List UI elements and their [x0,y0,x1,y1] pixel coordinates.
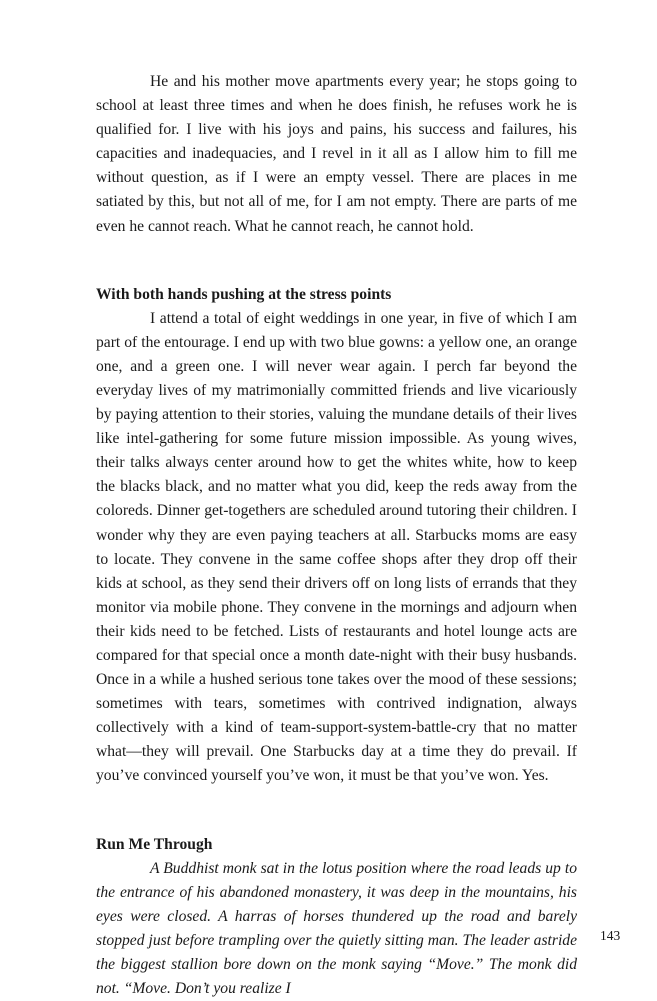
book-page-body [96,70,577,1001]
paragraph-opening: He and his mother move apartments every year; he stops going to school at least three times and when he does finish, he refuses work he is qualified for. I live with his joys and pains, his success and failures, his capacities and inadequacies, and I revel in it all as I allow him to fill me without question, as if I were an empty vessel. There are places in me satiated by this, but not all of me, for I am not empty. There are parts of me even he cannot reach. What he cannot reach, he cannot hold. [96,73,577,235]
section-heading-run-me-through: Run Me Through [96,835,213,853]
section-spacer [96,789,577,833]
page-number: 143 [600,928,621,943]
paragraph-buddhist-monk: A Buddhist monk sat in the lotus position where the road leads up to the entrance of his abandoned monastery, it was deep in the mountains, his eyes were closed. A harras of horses thundered up the road and barely stopped just before trampling over the quietly sitting man. The leader astride the biggest stallion bore down on the monk saying “Move.” The monk did not. “Move. Don’t you realize I [96,859,577,997]
section-spacer [96,239,577,283]
paragraph-weddings: I attend a total of eight weddings in one year, in five of which I am part of the entourage. I end up with two blue gowns: a yellow one, an orange one, and a green one. I will never wear again. I perch far beyond the everyday lives of my matrimonially committed friends and live vicariously by paying attention to their stories, valuing the mundane details of their lives like intel-gathering for some future mission impossible. As young wives, their talks always center around how to get the whites white, how to keep the blacks black, and no matter what you did, keep the reds away from the coloreds. Dinner get-togethers are scheduled around tutoring their children. I wonder why they are even paying teachers at all. Starbucks moms are easy to locate. They convene in the same coffee shops after they drop off their kids at school, as they send their drivers off on long lists of errands that they monitor via mobile phone. They convene in the mornings and adjourn when their kids need to be fetched. Lists of restaurants and hotel lounge acts are compared for that special once a month date-night with their busy husbands. Once in a while a hushed serious tone takes over the mood of these sessions; sometimes with tears, sometimes with contrived indignation, always collectively with a kind of team-support-system-battle-cry that no matter what—they will prevail. One Starbucks day at a time they do prevail. If you’ve convinced yourself you’ve won, it must be that you’ve won. Yes. [96,309,577,785]
section-heading-stress-points: With both hands pushing at the stress points [96,285,392,303]
